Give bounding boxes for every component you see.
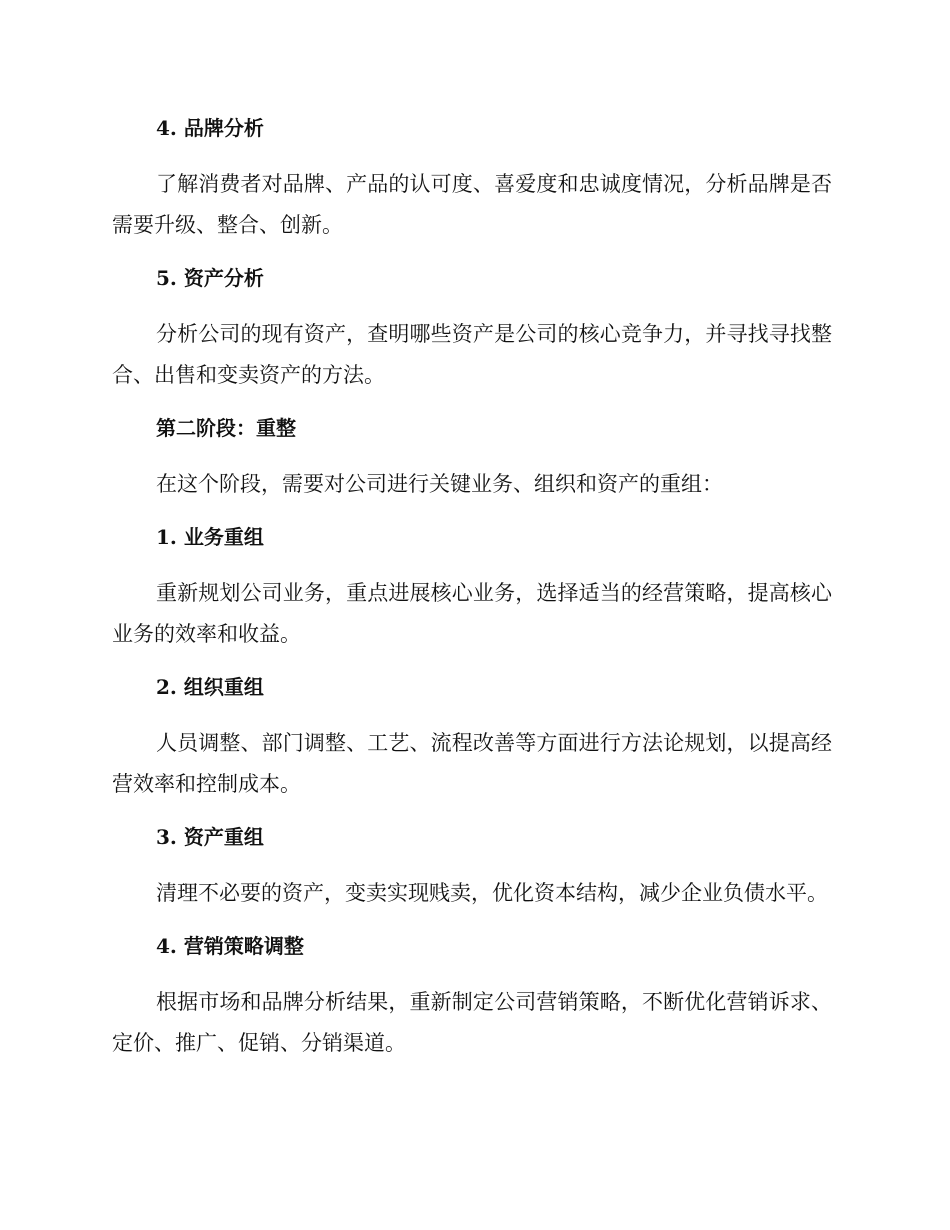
paragraph-phase-intro: 在这个阶段，需要对公司进行关键业务、组织和资产的重组： <box>156 472 723 496</box>
paragraph-marketing-strategy: 根据市场和品牌分析结果，重新制定公司营销策略，不断优化营销诉求、定价、推广、促销、分销渠道。 <box>112 990 832 1055</box>
paragraph-brand-analysis: 了解消费者对品牌、产品的认可度、喜爱度和忠诚度情况，分析品牌是否需要升级、整合、创新。 <box>112 172 832 237</box>
paragraph-asset-restructure: 清理不必要的资产，变卖实现贱卖，优化资本结构，减少企业负债水平。 <box>156 881 828 905</box>
section-heading-brand-analysis: 4. 品牌分析 <box>156 116 264 140</box>
section-heading-asset-analysis: 5. 资产分析 <box>156 266 264 290</box>
section-heading-organization-restructure: 2. 组织重组 <box>156 675 264 699</box>
paragraph-organization-restructure: 人员调整、部门调整、工艺、流程改善等方面进行方法论规划，以提高经营效率和控制成本。 <box>112 731 832 796</box>
document-body <box>112 108 832 1064</box>
section-heading-asset-restructure: 3. 资产重组 <box>156 825 264 849</box>
section-heading-marketing-strategy: 4. 营销策略调整 <box>156 934 304 958</box>
paragraph-asset-analysis: 分析公司的现有资产，查明哪些资产是公司的核心竞争力，并寻找寻找整合、出售和变卖资产的方法。 <box>112 322 832 387</box>
phase-heading-restructure: 第二阶段：重整 <box>156 416 296 440</box>
paragraph-business-restructure: 重新规划公司业务，重点进展核心业务，选择适当的经营策略，提高核心业务的效率和收益。 <box>112 581 832 646</box>
section-heading-business-restructure: 1. 业务重组 <box>156 525 264 549</box>
